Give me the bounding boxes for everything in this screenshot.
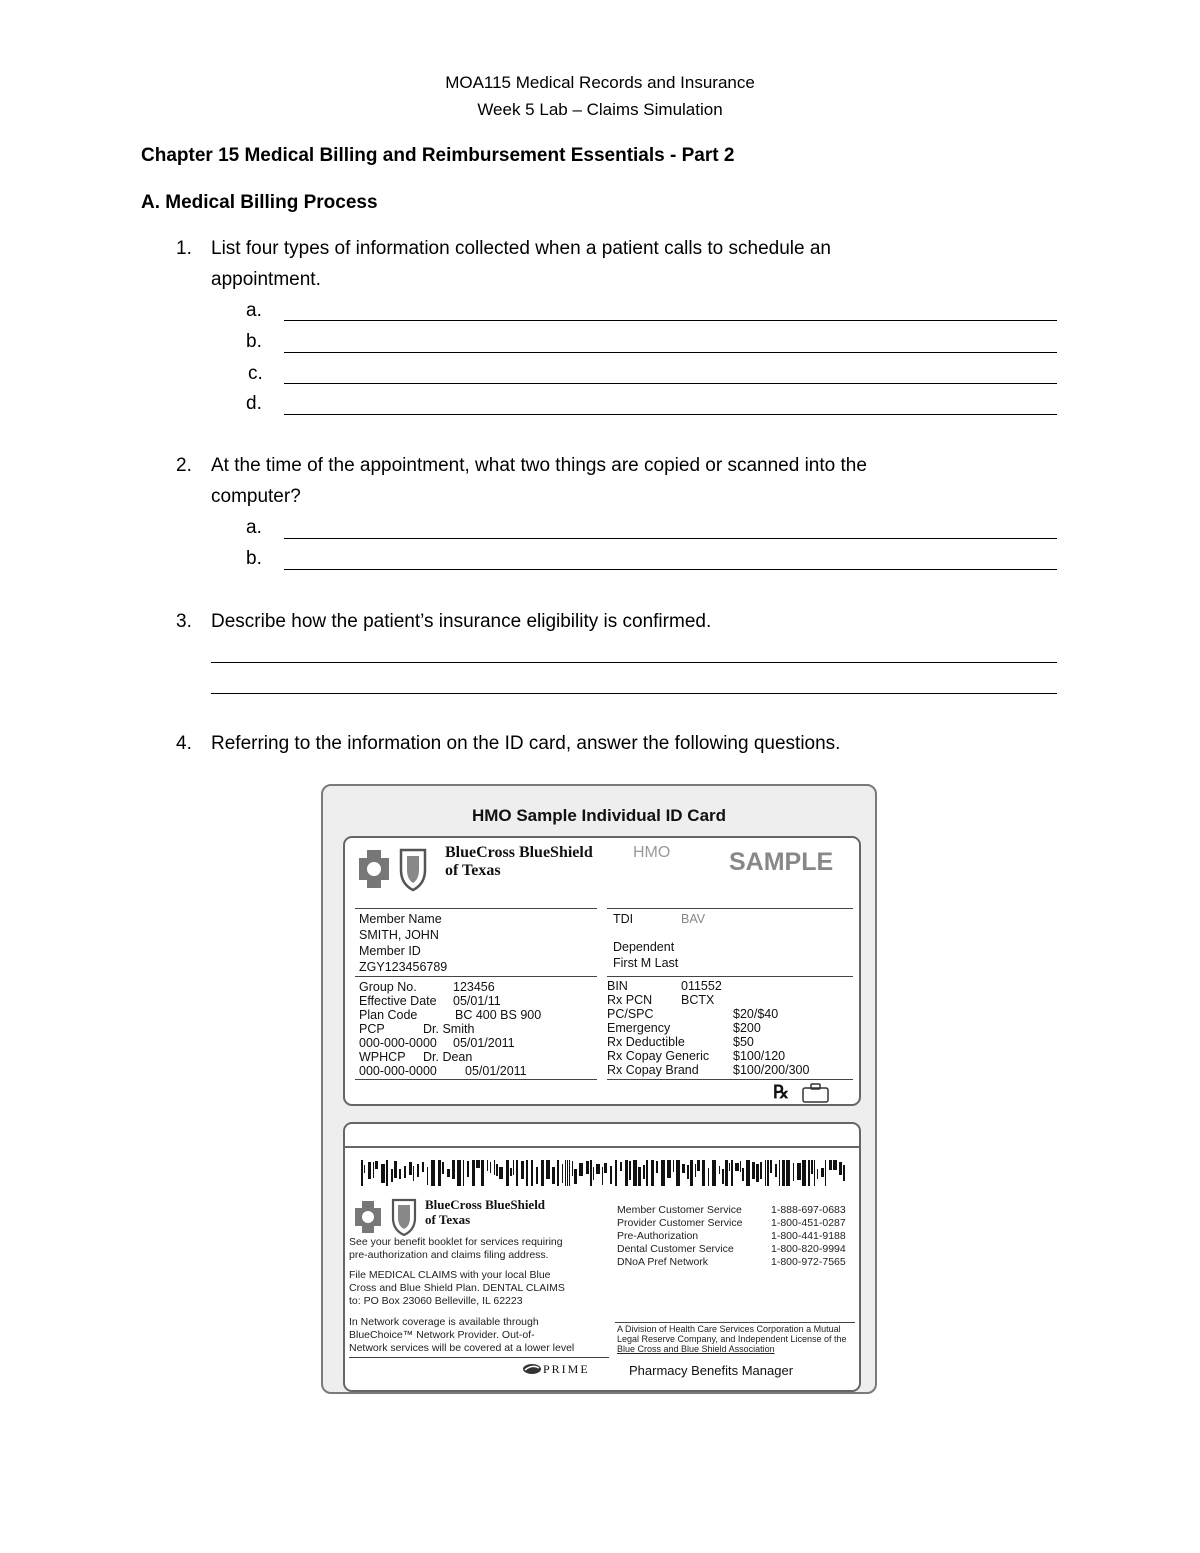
barcode-bar — [422, 1162, 424, 1172]
benefit-label: Rx Copay Brand — [607, 1063, 699, 1077]
contact-label: DNoA Pref Network — [617, 1256, 709, 1268]
barcode-bar — [442, 1162, 444, 1174]
answer-letter: a. — [246, 300, 262, 321]
barcode-bar — [364, 1165, 365, 1173]
dependent-label: Dependent — [613, 940, 675, 954]
divider — [349, 1357, 609, 1358]
divider — [355, 1079, 597, 1080]
plan-code: BC 400 BS 900 — [455, 1008, 542, 1022]
division-text: A Division of Health Care Services Corporation a Mutual — [617, 1324, 841, 1334]
barcode-bar — [656, 1161, 658, 1173]
barcode-bar — [697, 1160, 700, 1171]
barcode-bar — [602, 1167, 603, 1185]
benefit-label: Rx Copay Generic — [607, 1049, 710, 1063]
barcode-bar — [427, 1167, 428, 1185]
barcode-bar — [676, 1160, 680, 1186]
back-brand-line-1: BlueCross BlueShield — [425, 1197, 546, 1212]
course-title: MOA115 Medical Records and Insurance — [445, 73, 755, 92]
card-title: HMO Sample Individual ID Card — [471, 806, 727, 825]
barcode-bar — [490, 1162, 491, 1173]
barcode-bar — [667, 1160, 671, 1178]
barcode-bar — [742, 1168, 744, 1181]
barcode-bar — [381, 1164, 385, 1183]
back-text: Cross and Blue Shield Plan. DENTAL CLAIMS — [349, 1282, 565, 1294]
barcode-bar — [821, 1168, 824, 1177]
section-title: A. Medical Billing Process — [141, 192, 378, 213]
barcode-bar — [463, 1160, 464, 1186]
barcode-bar — [746, 1160, 750, 1186]
barcode-bar — [516, 1160, 518, 1186]
barcode-bar — [740, 1161, 741, 1172]
barcode-bar — [452, 1160, 455, 1179]
tdi-label: TDI — [613, 912, 634, 926]
barcode-bar — [729, 1163, 730, 1171]
card-front — [343, 836, 861, 1106]
barcode-bar — [373, 1162, 374, 1178]
barcode-bar — [546, 1160, 550, 1179]
contact-phone: 1-800-820-9994 — [771, 1243, 846, 1255]
divider — [355, 908, 597, 909]
barcode-bar — [779, 1160, 780, 1186]
barcode-bar — [814, 1160, 815, 1186]
question-3-text: Describe how the patient’s insurance eligibility is confirmed. — [211, 611, 712, 632]
barcode-bar — [574, 1169, 577, 1184]
back-text: BlueChoice™ Network Provider. Out-of- — [349, 1329, 535, 1341]
contact-phone: 1-800-451-0287 — [771, 1217, 846, 1229]
bcbs-logo-icon — [351, 1196, 421, 1236]
barcode-bar — [633, 1160, 637, 1186]
barcode-bar — [565, 1160, 566, 1186]
member-name: SMITH, JOHN — [359, 928, 439, 942]
barcode-bar — [590, 1160, 592, 1186]
prime-logo-icon — [521, 1362, 543, 1376]
barcode-bar — [572, 1161, 573, 1176]
barcode-bar — [386, 1160, 388, 1186]
barcode-bar — [775, 1164, 777, 1177]
member-id-label: Member ID — [359, 944, 421, 958]
question-4-text: Referring to the information on the ID card, answer the following questions. — [211, 733, 841, 754]
barcode-bar — [569, 1160, 570, 1186]
barcode-bar — [702, 1160, 705, 1186]
barcode-bar — [521, 1161, 524, 1179]
question-2-text-cont: computer? — [211, 486, 301, 507]
barcode-bar — [661, 1160, 665, 1186]
barcode-bar — [499, 1167, 503, 1179]
barcode-bar — [494, 1160, 495, 1175]
answer-line-1b[interactable] — [284, 352, 1057, 353]
barcode-bar — [476, 1160, 480, 1168]
back-text: pre-authorization and claims filing address. — [349, 1249, 549, 1261]
answer-letter: b. — [246, 548, 262, 569]
wphcp-label: WPHCP — [359, 1050, 406, 1064]
barcode-bar — [695, 1164, 696, 1177]
barcode-bar — [481, 1160, 484, 1186]
question-1-text-cont: appointment. — [211, 269, 321, 290]
back-text: See your benefit booklet for services requiring — [349, 1236, 563, 1248]
divider — [615, 1322, 855, 1323]
question-2-number: 2. — [176, 455, 192, 476]
barcode-bar — [811, 1160, 813, 1174]
barcode-bar — [839, 1162, 842, 1175]
divider — [607, 908, 853, 909]
barcode-bar — [725, 1160, 728, 1186]
barcode-bar — [579, 1163, 583, 1176]
barcode-bar — [510, 1168, 512, 1176]
barcode-bar — [690, 1160, 693, 1186]
barcode-bar — [413, 1166, 414, 1181]
barcode-bar — [786, 1160, 790, 1186]
answer-line-1c[interactable] — [284, 383, 1057, 384]
barcode-bar — [596, 1164, 600, 1174]
barcode-bar — [722, 1169, 724, 1184]
contact-phone: 1-800-441-9188 — [771, 1230, 846, 1242]
answer-letter: b. — [246, 331, 262, 352]
benefit-label: PC/SPC — [607, 1007, 654, 1021]
divider — [607, 1079, 853, 1080]
barcode-bar — [391, 1169, 393, 1182]
question-3-number: 3. — [176, 611, 192, 632]
barcode-bar — [760, 1162, 762, 1179]
barcode-bar — [536, 1167, 538, 1184]
barcode-bar — [782, 1160, 785, 1186]
answer-line-3a[interactable] — [211, 662, 1057, 663]
wphcp-date: 05/01/2011 — [465, 1064, 527, 1078]
barcode-bar — [756, 1164, 759, 1182]
barcode-bar — [646, 1160, 648, 1186]
division-text: Blue Cross and Blue Shield Association — [617, 1344, 775, 1354]
barcode-bar — [404, 1166, 406, 1178]
barcode-bar — [752, 1162, 755, 1179]
back-text: Network services will be covered at a lower level — [349, 1342, 575, 1354]
barcode-bar — [767, 1160, 769, 1186]
bcbs-logo-icon — [353, 846, 433, 892]
barcode-bar — [531, 1160, 533, 1186]
question-1-number: 1. — [176, 238, 192, 259]
barcode-bar — [506, 1160, 509, 1186]
group-label: Group No. — [359, 980, 417, 994]
barcode-bar — [375, 1161, 378, 1169]
divider — [607, 976, 853, 977]
back-text: File MEDICAL CLAIMS with your local Blue — [349, 1269, 551, 1281]
barcode-bar — [687, 1165, 689, 1179]
barcode-bar — [817, 1169, 818, 1179]
wphcp-name: Dr. Dean — [423, 1050, 473, 1064]
pcp-label: PCP — [359, 1022, 385, 1036]
benefit-value: $20/$40 — [733, 1007, 779, 1021]
back-text: In Network coverage is available through — [349, 1316, 539, 1328]
member-name-label: Member Name — [359, 912, 442, 926]
division-text: Legal Reserve Company, and Independent License of the — [617, 1334, 847, 1344]
barcode-bar — [731, 1160, 733, 1186]
benefit-value: $50 — [733, 1035, 754, 1049]
member-id: ZGY123456789 — [359, 960, 448, 974]
barcode-bar — [625, 1160, 628, 1186]
plan-code-label: Plan Code — [359, 1008, 418, 1022]
barcode-bar — [615, 1160, 617, 1186]
barcode-bar — [409, 1162, 412, 1175]
barcode-bar — [682, 1164, 685, 1173]
barcode-bar — [513, 1160, 514, 1175]
contact-label: Dental Customer Service — [617, 1243, 734, 1255]
brand-hmo: HMO — [633, 844, 671, 861]
barcode-bar — [673, 1160, 674, 1172]
contact-label: Member Customer Service — [617, 1204, 742, 1216]
bin-label: BIN — [607, 979, 628, 993]
brand-line-2: of Texas — [445, 862, 501, 879]
barcode-bar — [719, 1166, 720, 1174]
benefit-label: Rx Deductible — [607, 1035, 685, 1049]
sample-watermark: SAMPLE — [729, 848, 834, 876]
barcode-bar — [431, 1160, 435, 1186]
contact-label: Pre-Authorization — [617, 1230, 699, 1242]
barcode-bar — [638, 1167, 641, 1186]
rx-pcn-label: Rx PCN — [607, 993, 653, 1007]
dependent-name: First M Last — [613, 956, 679, 970]
barcode-bar — [394, 1161, 397, 1178]
benefit-label: Emergency — [607, 1021, 671, 1035]
contact-phone: 1-800-972-7565 — [771, 1256, 846, 1268]
barcode-bar — [802, 1160, 806, 1186]
answer-line-1a[interactable] — [284, 320, 1057, 321]
barcode-bar — [447, 1169, 450, 1177]
barcode-bar — [604, 1163, 607, 1173]
barcode-bar — [808, 1160, 810, 1186]
bav-label: BAV — [681, 912, 706, 926]
barcode-bar — [610, 1166, 612, 1184]
barcode-bar — [567, 1160, 568, 1186]
id-card-image — [321, 784, 877, 1394]
pbm-text: Pharmacy Benefits Manager — [629, 1363, 794, 1378]
benefit-value: $100/120 — [733, 1049, 786, 1063]
barcode-bar — [593, 1167, 594, 1180]
barcode-bar — [552, 1167, 555, 1184]
barcode-bar — [735, 1163, 739, 1171]
group-number: 123456 — [453, 980, 495, 994]
barcode-bar — [620, 1162, 622, 1171]
barcode-bar — [496, 1164, 498, 1176]
question-2-text: At the time of the appointment, what two things are copied or scanned into the — [211, 455, 867, 476]
prime-logo-text: PRIME — [543, 1362, 590, 1376]
barcode-bar — [843, 1165, 845, 1181]
lab-title: Week 5 Lab – Claims Simulation — [477, 100, 723, 119]
brand-line-1: BlueCross BlueShield — [445, 844, 593, 861]
answer-line-1d[interactable] — [284, 414, 1057, 415]
answer-letter: d. — [246, 393, 262, 414]
barcode-bar — [472, 1160, 475, 1186]
rx-icon: ℞ — [773, 1082, 790, 1102]
barcode-bar — [557, 1160, 559, 1186]
barcode-bar — [562, 1164, 563, 1183]
barcode-bar — [708, 1168, 709, 1186]
barcode-bar — [770, 1160, 772, 1173]
barcode-bar — [793, 1163, 794, 1181]
barcode-bar — [467, 1161, 469, 1177]
pcp-name: Dr. Smith — [423, 1022, 475, 1036]
barcode-bar — [586, 1161, 589, 1174]
barcode-bar — [368, 1162, 371, 1179]
briefcase-icon — [801, 1082, 831, 1104]
barcode-bar — [487, 1160, 488, 1171]
barcode-bar — [643, 1165, 645, 1179]
divider — [355, 976, 597, 977]
barcode-bar — [765, 1160, 766, 1186]
barcode-bar — [361, 1160, 363, 1186]
pcp-date: 05/01/2011 — [453, 1036, 515, 1050]
question-4-number: 4. — [176, 733, 192, 754]
barcode-bar — [526, 1160, 528, 1186]
barcode-icon — [361, 1160, 847, 1186]
barcode-bar — [629, 1161, 631, 1180]
card-back — [343, 1122, 861, 1392]
back-brand-line-2: of Texas — [425, 1212, 471, 1227]
effective-date-label: Effective Date — [359, 994, 437, 1008]
back-text: to: PO Box 23060 Belleville, IL 62223 — [349, 1295, 523, 1307]
barcode-bar — [457, 1160, 461, 1186]
effective-date: 05/01/11 — [453, 994, 501, 1008]
contact-phone: 1-888-697-0683 — [771, 1204, 846, 1216]
pcp-phone: 000-000-0000 — [359, 1036, 437, 1050]
barcode-bar — [797, 1163, 801, 1180]
benefit-value: $200 — [733, 1021, 761, 1035]
bin-value: 011552 — [681, 979, 722, 993]
magstripe-edge — [345, 1146, 859, 1148]
barcode-bar — [438, 1160, 441, 1186]
barcode-bar — [541, 1160, 544, 1186]
answer-line-3b[interactable] — [211, 693, 1057, 694]
barcode-bar — [399, 1169, 401, 1179]
rx-pcn-value: BCTX — [681, 993, 715, 1007]
answer-line-2b[interactable] — [284, 569, 1057, 570]
contact-label: Provider Customer Service — [617, 1217, 743, 1229]
question-1-text: List four types of information collected when a patient calls to schedule an — [211, 238, 831, 259]
chapter-title: Chapter 15 Medical Billing and Reimbursement Essentials - Part 2 — [141, 145, 735, 166]
benefit-value: $100/200/300 — [733, 1063, 810, 1077]
barcode-bar — [651, 1160, 654, 1186]
barcode-bar — [829, 1160, 832, 1170]
wphcp-phone: 000-000-0000 — [359, 1064, 437, 1078]
barcode-bar — [417, 1164, 419, 1177]
answer-letter: c. — [248, 363, 263, 384]
barcode-bar — [833, 1160, 837, 1170]
answer-line-2a[interactable] — [284, 538, 1057, 539]
barcode-bar — [825, 1160, 826, 1186]
answer-letter: a. — [246, 517, 262, 538]
barcode-bar — [712, 1160, 716, 1186]
